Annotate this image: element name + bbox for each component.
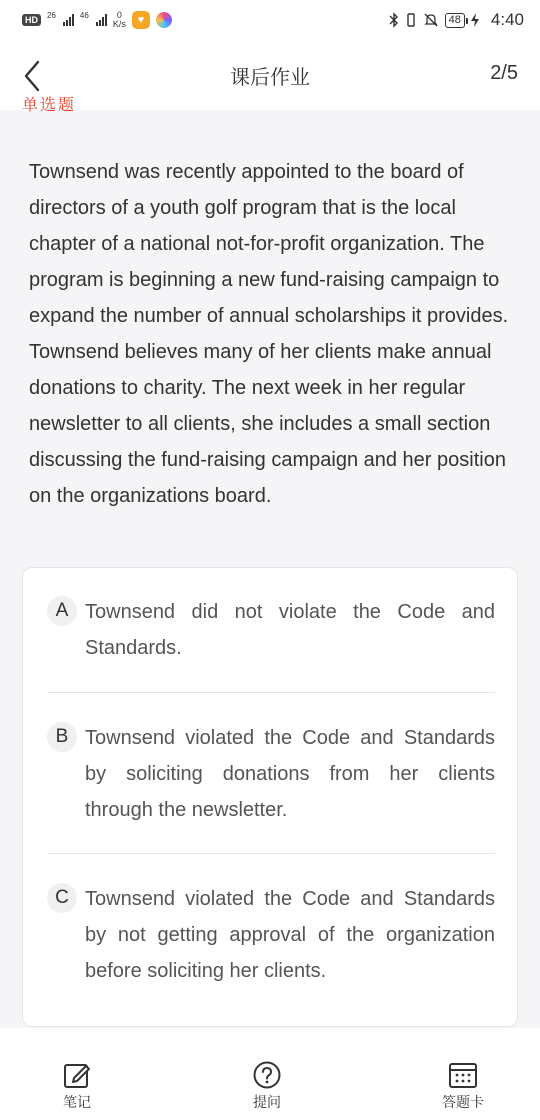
notes-button[interactable] bbox=[62, 1060, 92, 1120]
app-notification-icon-2 bbox=[156, 12, 172, 28]
status-left bbox=[22, 11, 172, 29]
notes-label: 笔记 bbox=[63, 1094, 91, 1110]
battery-icon: 48 bbox=[445, 13, 465, 28]
signal-icon bbox=[63, 14, 74, 26]
network-speed-unit: K/s bbox=[112, 19, 126, 29]
question-text: Townsend was recently appointed to the board of directors of a youth golf program that is the local chapter of a national not-for-profit organization. The program is beginning a new fund-raising campaign to expand the number of annual scholarships it provides. Townsend believes many of her clients make annual donations to charity. The next week in her regular newsletter to all clients, she includes a small section discussing the fund-raising campaign and her position on the organizations board. bbox=[29, 161, 509, 507]
charging-icon bbox=[471, 13, 479, 27]
answer-card-label: 答题卡 bbox=[442, 1094, 484, 1110]
option-b[interactable] bbox=[47, 720, 495, 828]
bottom-bar bbox=[0, 1028, 540, 1120]
question-area bbox=[0, 126, 540, 1026]
ask-label: 提问 bbox=[253, 1094, 281, 1110]
option-c[interactable] bbox=[47, 881, 495, 989]
ask-button[interactable] bbox=[252, 1060, 282, 1120]
network-label-2: 46 bbox=[79, 11, 89, 20]
vibrate-icon bbox=[405, 12, 417, 28]
bluetooth-icon bbox=[389, 12, 399, 28]
question-type-label bbox=[22, 98, 92, 112]
page-title: 课后作业 bbox=[230, 66, 310, 89]
option-text-a: Townsend did not violate the Code and Standards. bbox=[85, 601, 495, 659]
divider bbox=[47, 692, 495, 693]
signal-icon-2 bbox=[96, 14, 107, 26]
chevron-left-icon bbox=[22, 60, 42, 92]
back-button[interactable] bbox=[14, 56, 50, 96]
answer-card-icon bbox=[447, 1060, 479, 1090]
status-time: 4:40 bbox=[490, 10, 524, 29]
hd-badge: HD bbox=[22, 14, 41, 26]
answer-card-button[interactable] bbox=[442, 1060, 484, 1120]
network-speed-value: 0 bbox=[116, 10, 122, 20]
mute-bell-icon bbox=[423, 12, 439, 28]
option-letter-c: C bbox=[47, 883, 77, 913]
question-circle-icon bbox=[252, 1060, 282, 1090]
option-text-c: Townsend violated the Code and Standards by not getting approval of the organization before soliciting her clients. bbox=[85, 888, 495, 982]
option-letter-b: B bbox=[47, 722, 77, 752]
question-progress: 2/5 bbox=[490, 62, 518, 84]
options-card bbox=[22, 567, 518, 1027]
question-type-text: 单选题 bbox=[22, 97, 77, 114]
option-letter-a: A bbox=[47, 596, 77, 626]
option-text-b: Townsend violated the Code and Standards by soliciting donations from her clients through the newsletter. bbox=[85, 727, 495, 821]
edit-note-icon bbox=[62, 1060, 92, 1090]
app-notification-icon: ♥ bbox=[132, 11, 150, 29]
divider bbox=[47, 853, 495, 854]
status-bar bbox=[0, 0, 540, 40]
status-right bbox=[389, 10, 524, 30]
network-label-1: 26 bbox=[47, 11, 56, 20]
network-speed bbox=[113, 11, 126, 29]
option-a[interactable] bbox=[47, 594, 495, 666]
